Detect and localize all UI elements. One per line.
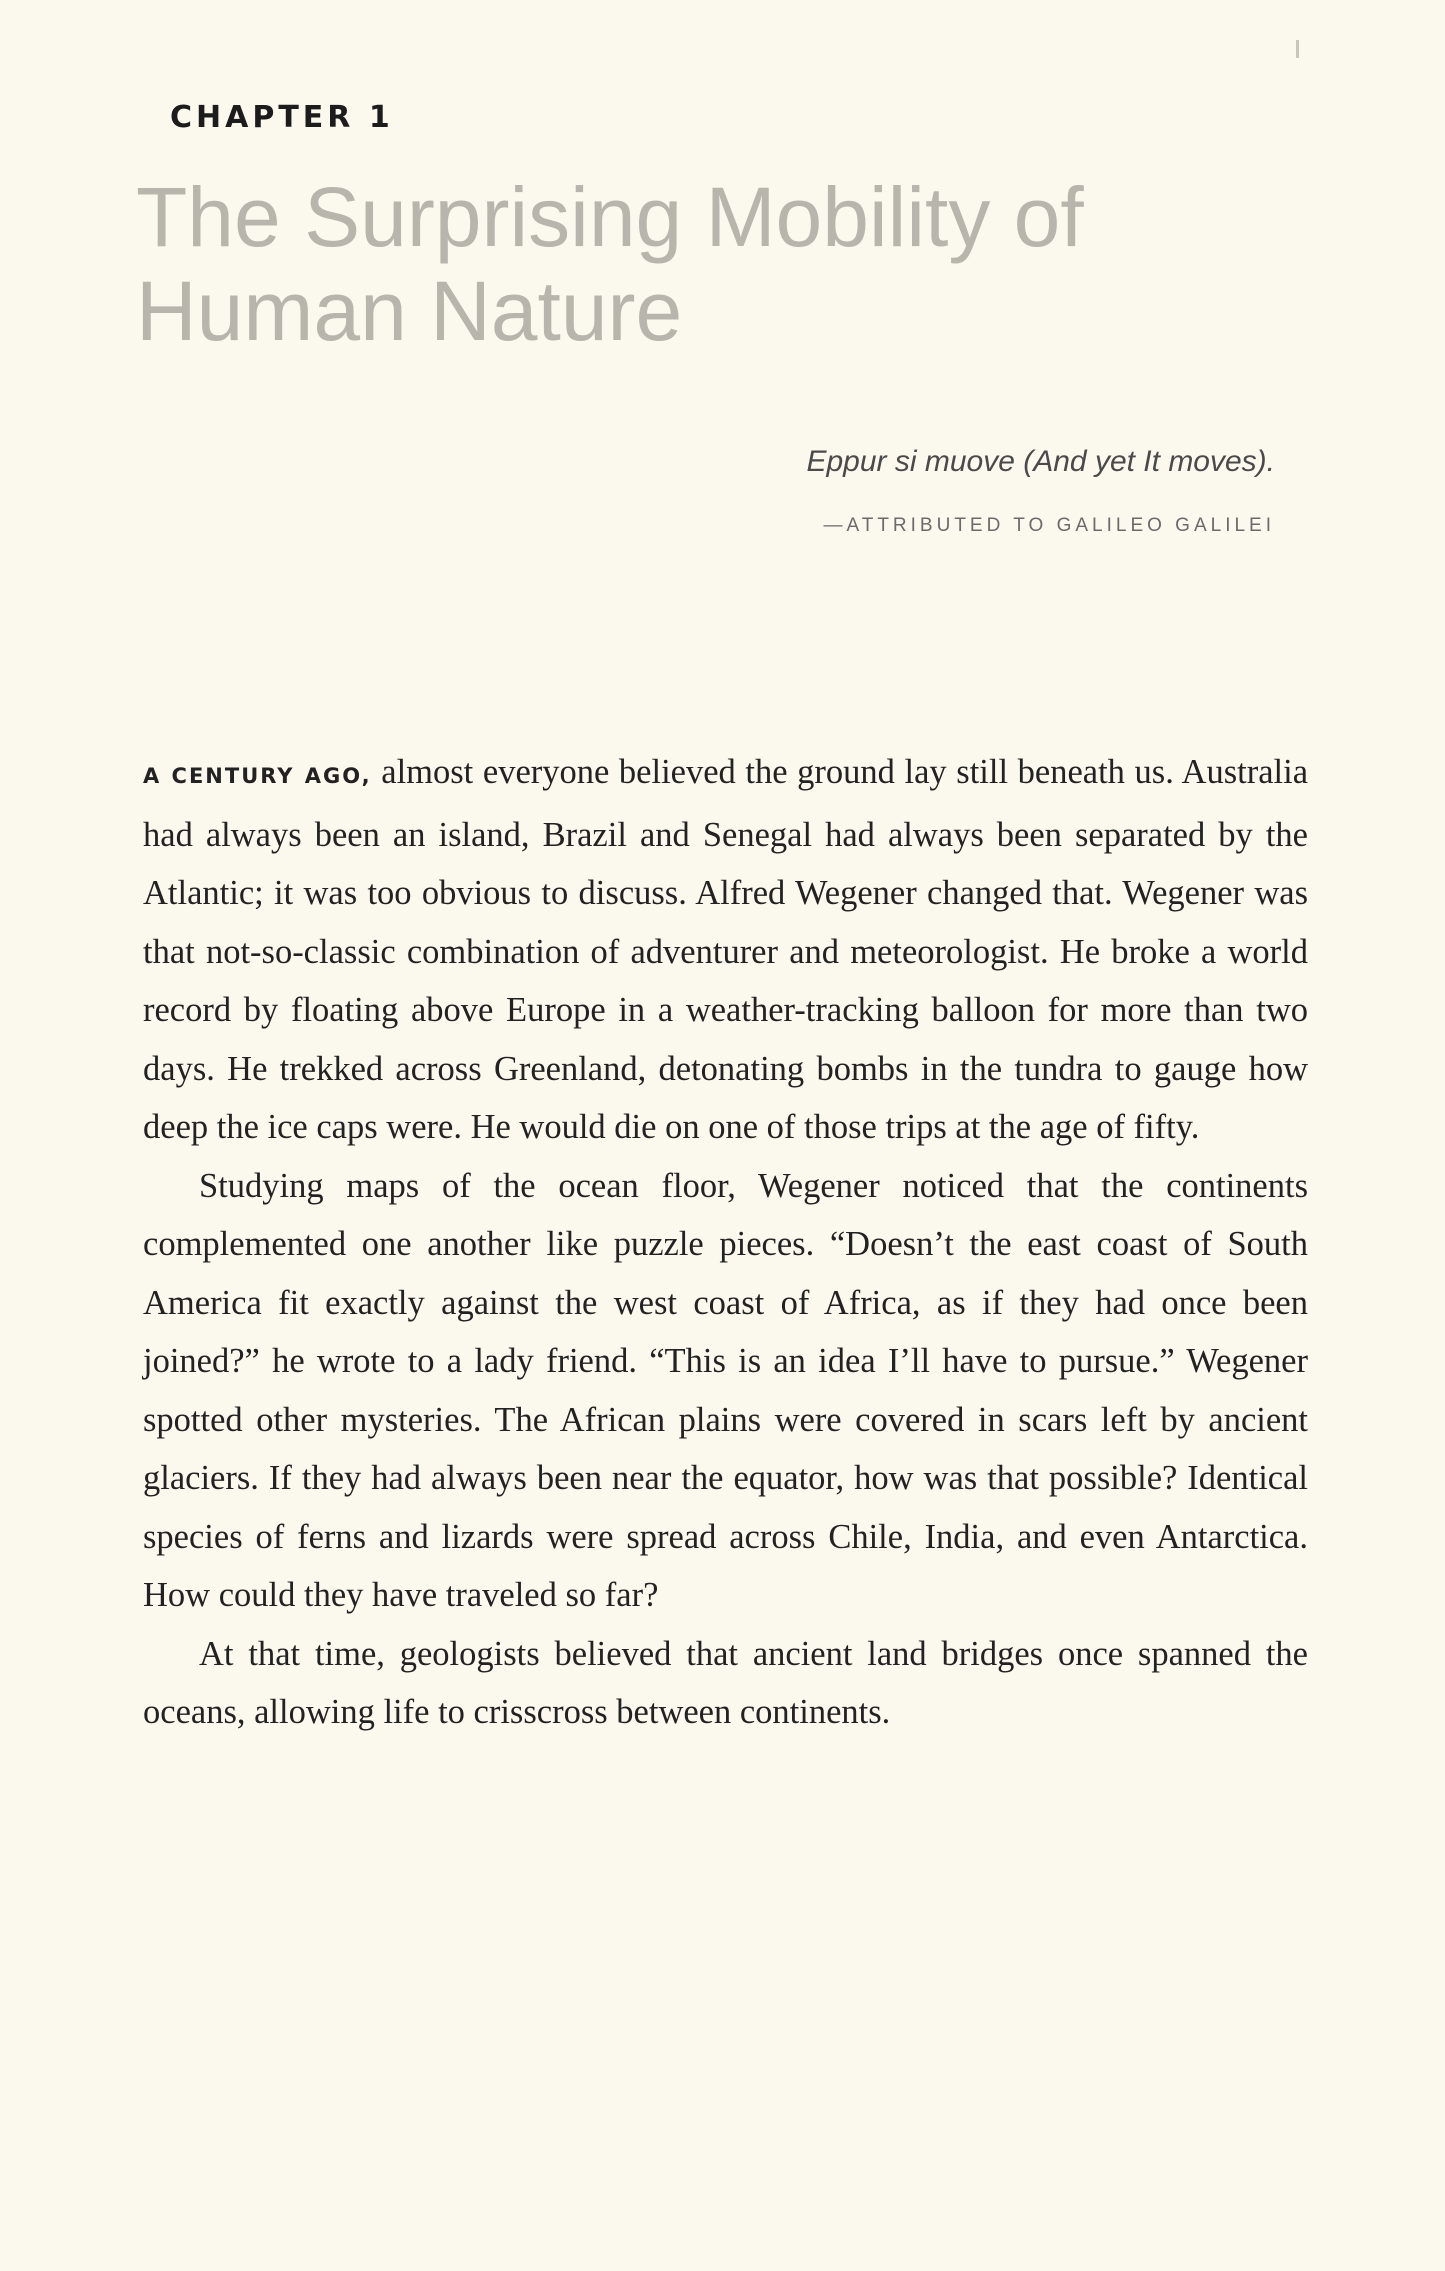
paragraph-3: At that time, geologists believed that ancient land bridges once spanned the oceans, allowing life to crisscross between continents. xyxy=(143,1634,1308,1731)
body-text xyxy=(143,743,1308,1742)
paragraph-1 xyxy=(143,743,1308,1157)
paragraph-1-text: almost everyone believed the ground lay still beneath us. Australia had always been an island, Brazil and Senegal had always been separated by the Atlantic; it was too obvious to discuss. Alfred Wegener changed that. Wegener was that not-so-classic combination of adventurer and meteorologist. He broke a world record by floating above Europe in a weather-tracking balloon for more than two days. He trekked across Greenland, detonating bombs in the tundra to gauge how deep the ice caps were. He would die on one of those trips at the age of fifty. xyxy=(143,753,1309,1146)
chapter-label: CHAPTER 1 xyxy=(170,100,394,135)
scan-mark xyxy=(1296,40,1299,58)
lead-in: A CENTURY AGO, xyxy=(143,764,372,788)
chapter-title: The Surprising Mobility of Human Nature xyxy=(136,170,1084,358)
epigraph xyxy=(806,445,1275,537)
paragraph-2: Studying maps of the ocean floor, Wegener noticed that the continents complemented one another like puzzle pieces. “Doesn’t the east coast of South America fit exactly against the west coast of Africa, as if they had once been joined?” he wrote to a lady friend. “This is an idea I’ll have to pursue.” Wegener spotted other mysteries. The African plains were covered in scars left by ancient glaciers. If they had always been near the equator, how was that possible? Identical species of ferns and lizards were spread across Chile, India, and even Antarctica. How could they have traveled so far? xyxy=(143,1166,1308,1614)
epigraph-attribution: —ATTRIBUTED TO GALILEO GALILEI xyxy=(823,515,1275,536)
epigraph-quote: Eppur si muove (And yet It moves). xyxy=(806,445,1275,478)
